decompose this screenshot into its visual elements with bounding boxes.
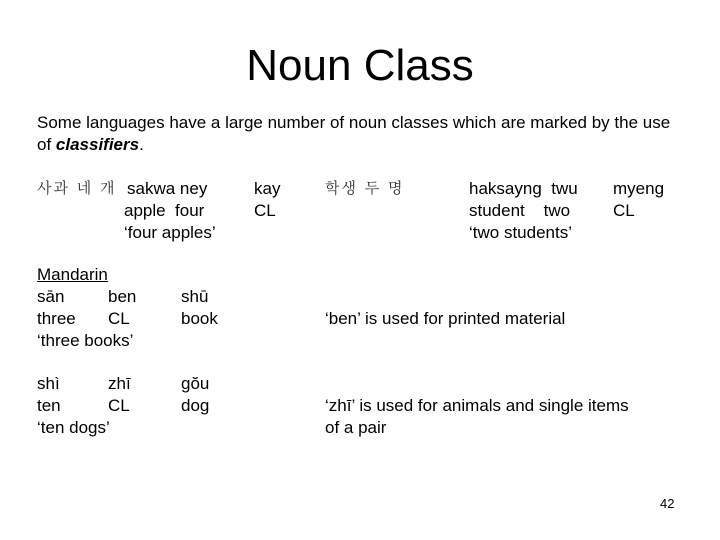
mandarin-dogs-word-2: zhī (108, 374, 131, 393)
mandarin-books-gloss-2: CL (108, 309, 130, 328)
mandarin-books-word-1: sān (37, 287, 65, 306)
korean-gloss-students: student two (469, 201, 571, 220)
korean-classifier-kay: kay (254, 179, 281, 198)
mandarin-dogs-word-1: shì (37, 374, 60, 393)
intro-text: Some languages have a large number of noun classes which are marked by the use of (37, 113, 671, 154)
mandarin-ben-note: ‘ben’ is used for printed material (325, 309, 566, 328)
mandarin-dogs-translation: ‘ten dogs’ (37, 418, 110, 437)
mandarin-zhi-note-line-1: ‘zhī’ is used for animals and single items (325, 396, 629, 415)
mandarin-books-word-2: ben (108, 287, 137, 306)
korean-romanized-students: haksayng twu (469, 179, 578, 198)
mandarin-dogs-gloss-1: ten (37, 396, 61, 415)
korean-classifier-kay-gloss: CL (254, 201, 276, 220)
mandarin-heading: Mandarin (37, 265, 108, 284)
mandarin-dogs-word-3: gŏu (181, 374, 210, 393)
page-number: 42 (660, 496, 675, 511)
mandarin-dogs-gloss-2: CL (108, 396, 130, 415)
korean-classifier-myeng: myeng (613, 179, 665, 198)
mandarin-books-gloss-1: three (37, 309, 76, 328)
korean-romanized-apples: sakwa ney (127, 179, 208, 198)
slide-title: Noun Class (246, 41, 474, 90)
korean-classifier-myeng-gloss: CL (613, 201, 635, 220)
intro-period: . (139, 135, 144, 154)
korean-hangul-students: 학생 두 명 (325, 179, 405, 197)
korean-translation-students: ‘two students’ (469, 223, 572, 242)
korean-hangul-apples: 사과 네 개 (37, 179, 117, 197)
korean-gloss-apples: apple four (124, 201, 205, 220)
intro-paragraph (37, 112, 687, 156)
classifiers-term: classifiers (55, 135, 140, 154)
mandarin-books-translation: ‘three books’ (37, 331, 134, 350)
korean-translation-apples: ‘four apples’ (124, 223, 216, 242)
mandarin-dogs-gloss-3: dog (181, 396, 210, 415)
mandarin-books-word-3: shū (181, 287, 209, 306)
mandarin-books-gloss-3: book (181, 309, 218, 328)
mandarin-zhi-note-line-2: of a pair (325, 418, 387, 437)
